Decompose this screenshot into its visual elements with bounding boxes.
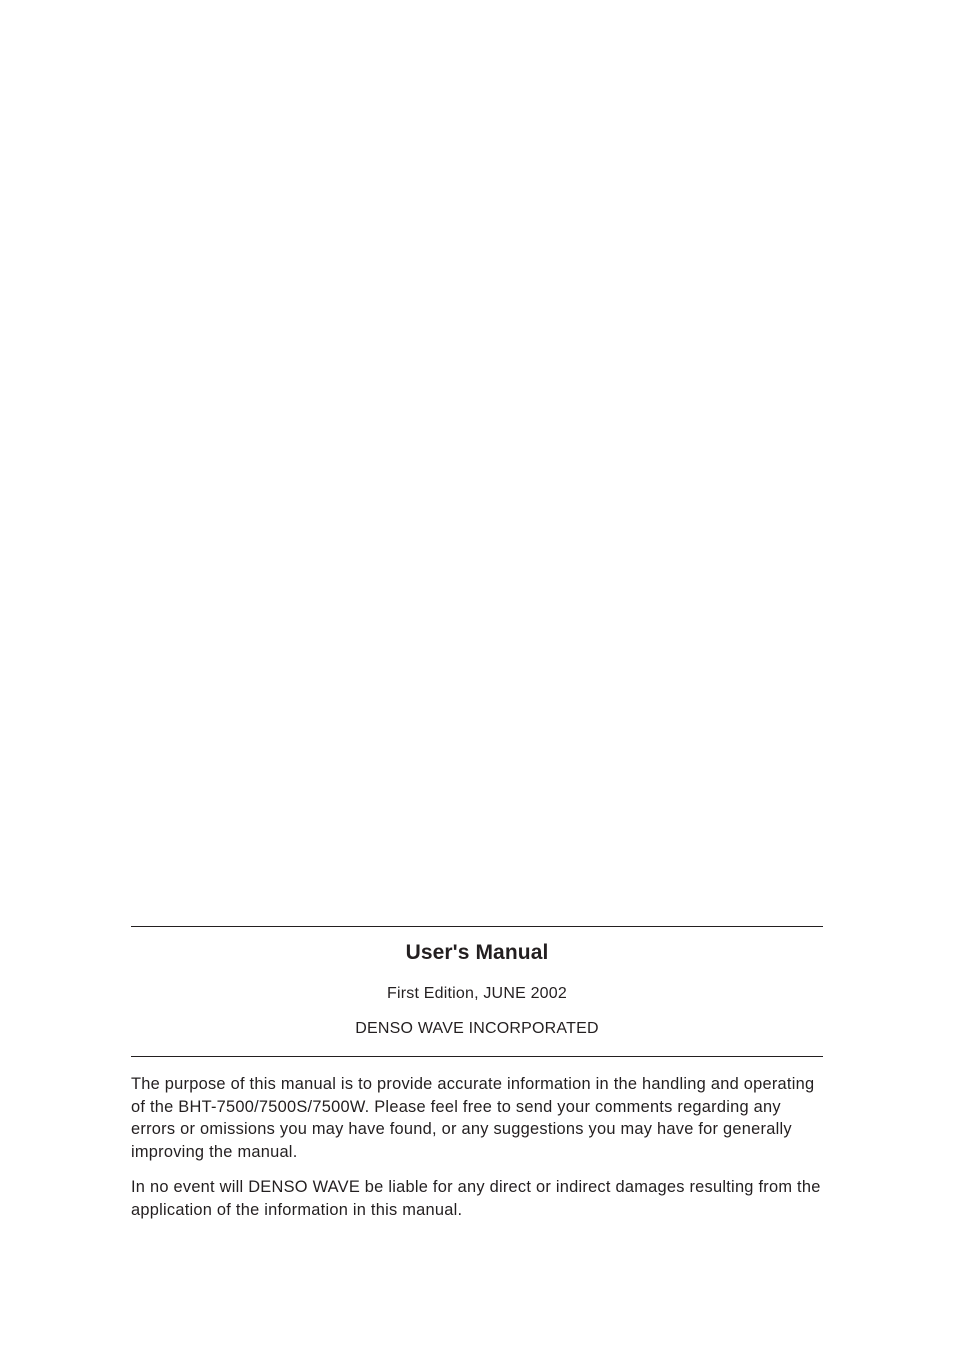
edition-line: First Edition, JUNE 2002 [387,985,567,1002]
manual-title: User's Manual [405,941,549,964]
liability-paragraph: In no event will DENSO WAVE be liable for any direct or indirect damages resulting from the application of the information in this manual. [131,1177,821,1219]
publisher-line: DENSO WAVE INCORPORATED [355,1020,599,1037]
title-block [131,927,823,1056]
disclaimer-text [131,1057,823,1221]
purpose-paragraph: The purpose of this manual is to provide accurate information in the handling and operating of the BHT-7500/7500S/7500W. Please feel free to send your comments regarding any errors or omissions you may have found, or any suggestions you may have for generally improving the manual. [131,1075,815,1162]
colophon [131,926,823,1221]
